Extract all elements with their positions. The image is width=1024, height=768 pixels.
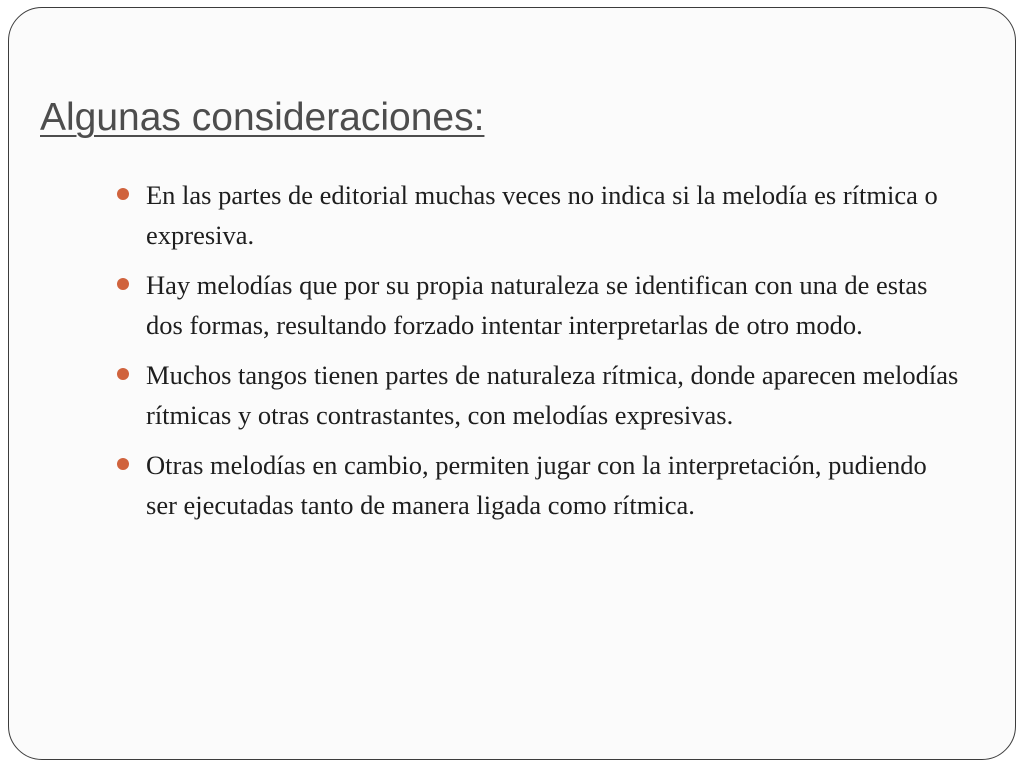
- bullet-item: [109, 355, 959, 435]
- bullet-text: Hay melodías que por su propia naturaleza se identifican con una de estas dos formas, resultando forzado intentar interpretarlas de otro modo.: [146, 270, 928, 340]
- bullet-dot-icon: [117, 278, 129, 290]
- bullet-item: [109, 265, 959, 345]
- bullet-list: [109, 175, 959, 535]
- bullet-dot-icon: [117, 188, 129, 200]
- bullet-dot-icon: [117, 368, 129, 380]
- slide-title: Algunas consideraciones:: [40, 96, 485, 139]
- bullet-item: [109, 445, 959, 525]
- bullet-text: En las partes de editorial muchas veces no indica si la melodía es rítmica o expresiva.: [146, 180, 938, 250]
- bullet-text: Otras melodías en cambio, permiten jugar con la interpretación, pudiendo ser ejecutadas tanto de manera ligada como rítmica.: [146, 450, 927, 520]
- bullet-dot-icon: [117, 458, 129, 470]
- slide-frame: [8, 7, 1016, 760]
- bullet-item: [109, 175, 959, 255]
- bullet-text: Muchos tangos tienen partes de naturaleza rítmica, donde aparecen melodías rítmicas y otras contrastantes, con melodías expresivas.: [146, 360, 959, 430]
